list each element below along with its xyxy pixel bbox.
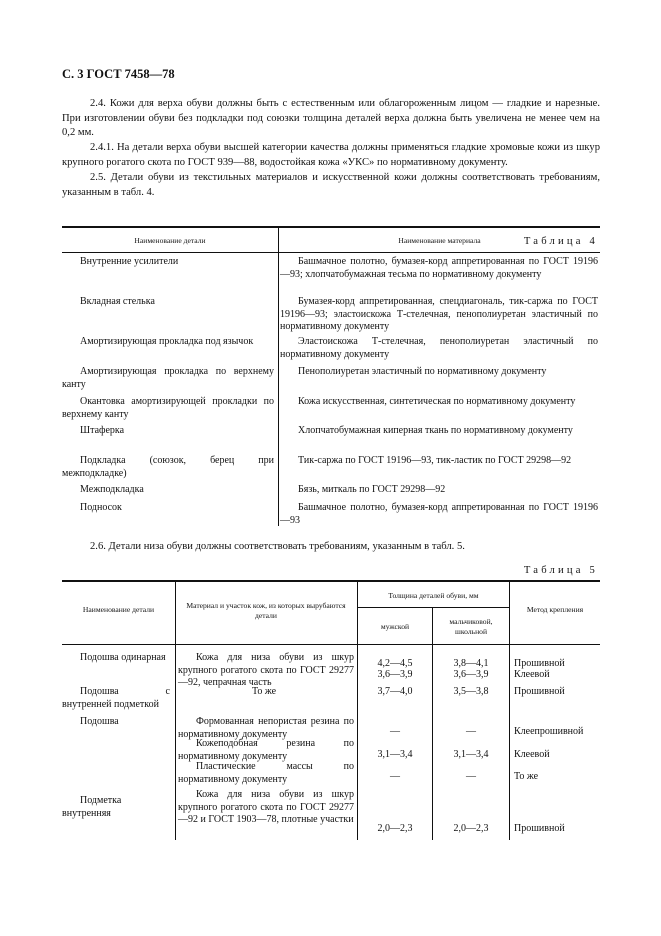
table5-material: Пластические массы по нормативному документу [178, 761, 354, 785]
table5-subheader-rule [357, 607, 509, 608]
table5-boys: 3,8—4,1 3,6—3,9 [453, 658, 489, 680]
table5-mens: 4,2—4,5 3,6—3,9 [377, 658, 413, 680]
table5-mens: — [390, 771, 400, 782]
table5-header-part: Наименование детали [82, 605, 155, 614]
table4-caption: Таблица 4 [523, 236, 598, 247]
table4-part: Межподкладка [80, 484, 144, 495]
table5-top-rule [62, 580, 600, 582]
table5-method: Прошивной Клеевой [514, 658, 565, 680]
table4-material: Кожа искусственная, синтетическая по нормативному документу [298, 396, 576, 407]
paragraph-2-4: 2.4. Кожи для верха обуви должны быть с естественным или облагороженным лицом — гладкие и нарезные. При изготовлении обуви без подкладки под союзки толщина деталей верха должна быть увеличена не менее чем на 0,2 мм. [62, 98, 600, 139]
table5-header-mens: мужской [380, 622, 410, 631]
table5-divider [357, 580, 358, 840]
table5-header-method: Метод крепления [526, 605, 584, 614]
table4-part: Амортизирующая прокладка под язычок [80, 336, 254, 347]
table5-method: Клеевой [514, 749, 550, 760]
table4-column-divider [278, 226, 279, 526]
table5-part: Подметка внутренняя [62, 795, 122, 819]
table5-boys: — [466, 771, 476, 782]
table5-method: То же [514, 771, 539, 782]
table5-mens: — [390, 726, 400, 737]
table5-material: Формованная непористая резина по нормативному документу [178, 716, 354, 740]
table4-part: Окантовка амортизирующей прокладки по верхнему канту [62, 396, 274, 420]
table5-caption: Таблица 5 [523, 565, 598, 576]
table5-method: Прошивной [514, 823, 565, 834]
table4-material: Пенополиуретан эластичный по нормативному документу [298, 366, 547, 377]
table5-material: Кожа для низа обуви из шкур крупного рогатого скота по ГОСТ 29277—92 и ГОСТ 1903—78, плотные участки [178, 789, 354, 825]
table5-divider [432, 607, 433, 840]
table5-part: Подошва с внутренней подметкой [62, 686, 170, 710]
table5-divider [509, 580, 510, 840]
table5-boys: 3,1—3,4 [453, 749, 489, 760]
table5-boys: — [466, 726, 476, 737]
table4-part: Амортизирующая прокладка по верхнему канту [62, 366, 274, 390]
table5-boys: 2,0—2,3 [453, 823, 489, 834]
table4-part: Вкладная стелька [80, 296, 155, 307]
table5-part: Подошва одинарная [80, 652, 166, 663]
table4-material: Бязь, миткаль по ГОСТ 29298—92 [298, 484, 446, 495]
table5-material: То же [252, 686, 277, 697]
table5-header-rule [62, 644, 600, 645]
page-header: С. 3 ГОСТ 7458—78 [62, 67, 175, 81]
table5-material: Кожеподобная резина по нормативному документу [178, 738, 354, 762]
table5-mens: 2,0—2,3 [377, 823, 413, 834]
table5-method: Клеепрошивной [514, 726, 584, 737]
table4-part: Подкладка (союзок, берец при межподкладке) [62, 455, 274, 479]
paragraph-2-5: 2.5. Детали обуви из текстильных материалов и искусственной кожи должны соответствовать требованиям, указанным в табл. 4. [62, 172, 600, 198]
table4-material: Тик-саржа по ГОСТ 19196—93, тик-ластик по ГОСТ 29298—92 [298, 455, 572, 466]
table5-method: Прошивной [514, 686, 565, 697]
table4-top-rule [62, 226, 600, 228]
paragraph-2-4-1: 2.4.1. На детали верха обуви высшей категории качества должны применяться гладкие хромовые кожи из шкур крупного рогатого скота по ГОСТ 939—88, водостойкая кожа «УКС» по нормативному документу. [62, 142, 600, 168]
paragraph-2-6: 2.6. Детали низа обуви должны соответствовать требованиям, указанным в табл. 5. [90, 541, 465, 552]
table4-header-part: Наименование детали [134, 236, 206, 245]
table5-header-material: Материал и участок кож, из которых вырубаются детали [186, 601, 346, 620]
table4-part: Подносок [80, 502, 122, 513]
table5-boys: 3,5—3,8 [453, 686, 489, 697]
table4-header-material: Наименование материала [398, 236, 481, 245]
table5-mens: 3,7—4,0 [377, 686, 413, 697]
table4-part: Штаферка [80, 425, 125, 436]
table4-material: Башмачное полотно, бумазея-корд аппретированная по ГОСТ 19196—93; хлопчатобумажная тесьма по нормативному документу [280, 256, 598, 280]
table4-material: Бумазея-корд аппретированная, спецдиагональ, тик-саржа по ГОСТ 19196—93; эластоискожа Т-стелечная, пенополиуретан эластичный по нормативному документу [280, 296, 598, 332]
table5-header-boys: мальчиковой, школьной [449, 617, 493, 636]
table5-header-thickness: Толщина деталей обуви, мм [388, 591, 479, 600]
table4-material: Эластоискожа Т-стелечная, пенополиуретан эластичный по нормативному документу [280, 336, 598, 360]
table4-part: Внутренние усилители [80, 256, 179, 267]
table5-mens: 3,1—3,4 [377, 749, 413, 760]
table5-divider [175, 580, 176, 840]
table5-part: Подошва [80, 716, 119, 727]
table4-material: Башмачное полотно, бумазея-корд аппретированная по ГОСТ 19196—93 [280, 502, 598, 526]
table5-material: Кожа для низа обуви из шкур крупного рогатого скота по ГОСТ 29277—92, чепрачная часть [178, 652, 354, 688]
table4-header-rule [62, 252, 600, 253]
table4-material: Хлопчатобумажная киперная ткань по нормативному документу [298, 425, 573, 436]
